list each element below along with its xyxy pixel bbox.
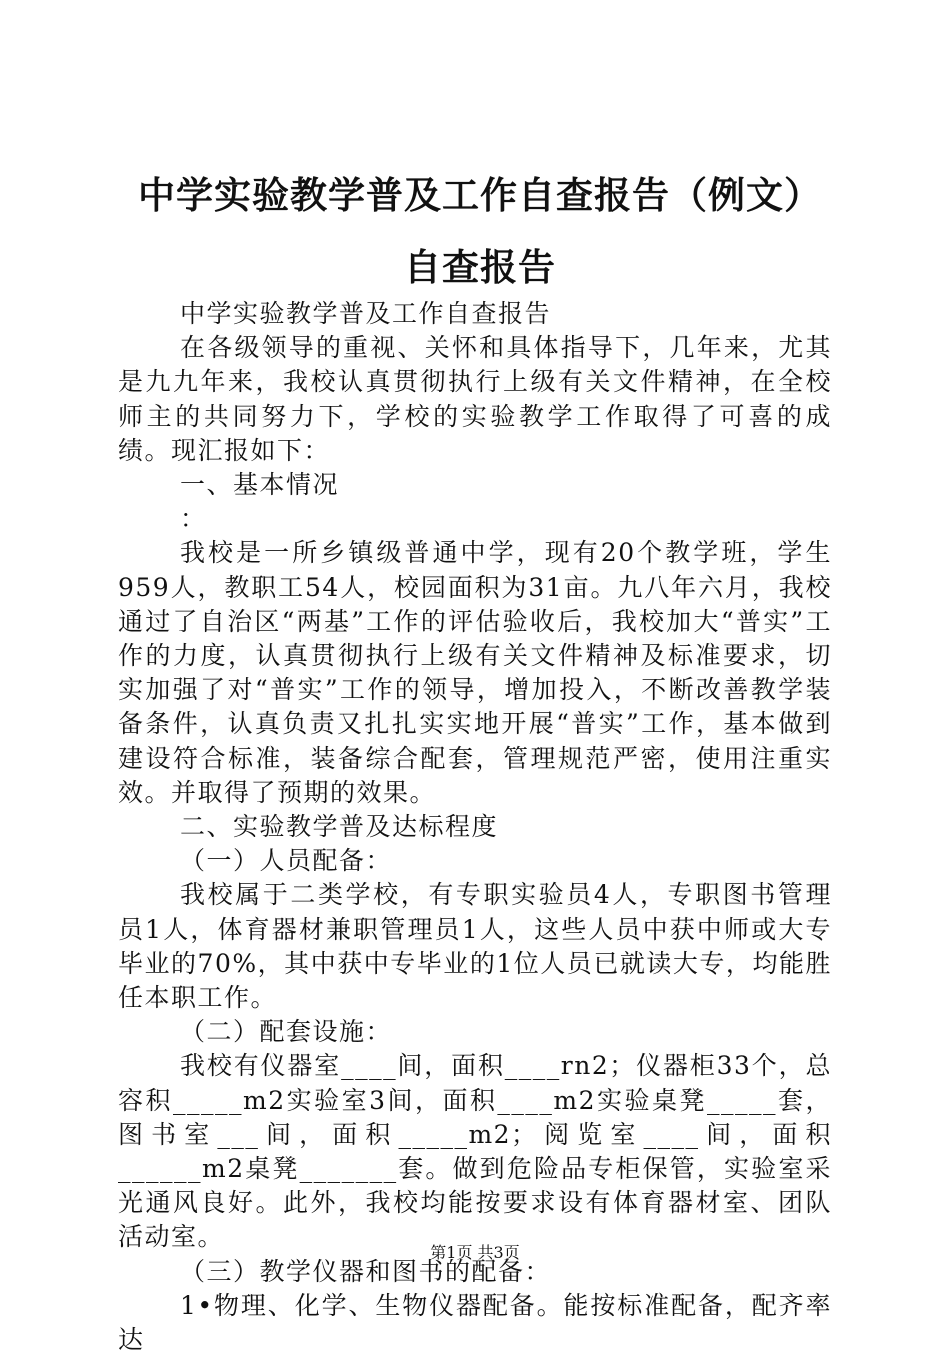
section-heading-basic: 一、基本情况: [180, 470, 340, 500]
section-heading-level: 二、实验教学普及达标程度: [180, 812, 499, 842]
equipment-paragraph: 1•物理、化学、生物仪器配备。能按标准配备，配齐率达: [118, 1290, 832, 1355]
document-body: [118, 297, 832, 1357]
intro-paragraph: 在各级领导的重视、关怀和具体指导下，几年来，尤其是九九年来，我校认真贯彻执行上级有关文件精神，在全校师主的共同努力下，学校的实验教学工作取得了可喜的成绩。现汇报如下：: [118, 333, 832, 465]
subtitle-paragraph: 中学实验教学普及工作自查报告: [180, 299, 552, 328]
page-footer: 第1页 共3页: [430, 1243, 520, 1262]
subsection-heading-equipment: （三）教学仪器和图书的配备：: [180, 1256, 552, 1286]
subsection-heading-facilities: （二）配套设施：: [180, 1017, 393, 1047]
staff-paragraph: 我校属于二类学校，有专职实验员4人，专职图书管理员1人，体育器材兼职管理员1人，这些人员中获中师或大专毕业的70%，其中获中专毕业的1位人员已就读大专，均能胜任本职工作。: [118, 880, 832, 1013]
stray-colon: ：: [180, 504, 207, 534]
document-title: 中学实验教学普及工作自查报告（例文）自查报告: [138, 174, 822, 289]
subsection-heading-staff: （一）人员配备：: [180, 846, 393, 876]
basic-info-paragraph: 我校是一所乡镇级普通中学，现有20个教学班，学生959人，教职工54人，校园面积为31亩。九八年六月，我校通过了自治区“两基”工作的评估验收后，我校加大“普实”工作的力度，认真贯彻执行上级有关文件精神及标准要求，切实加强了对“普实”工作的领导，增加投入，不断改善教学装备条件，认真负责又扎扎实实地开展“普实”工作，基本做到建设符合标准，装备综合配套，管理规范严密，使用注重实效。并取得了预期的效果。: [118, 538, 832, 807]
facilities-paragraph: 我校有仪器室____间，面积____rn2；仪器柜33个，总容积_____m2实验室3间，面积____m2实验桌凳_____套，图书室___间，面积_____m2；阅览室____间，面积______m2桌凳_______套。做到危险品专柜保管，实验室采光通风良好。此外，我校均能按要求设有体育器材室、团队活动室。: [118, 1051, 832, 1252]
